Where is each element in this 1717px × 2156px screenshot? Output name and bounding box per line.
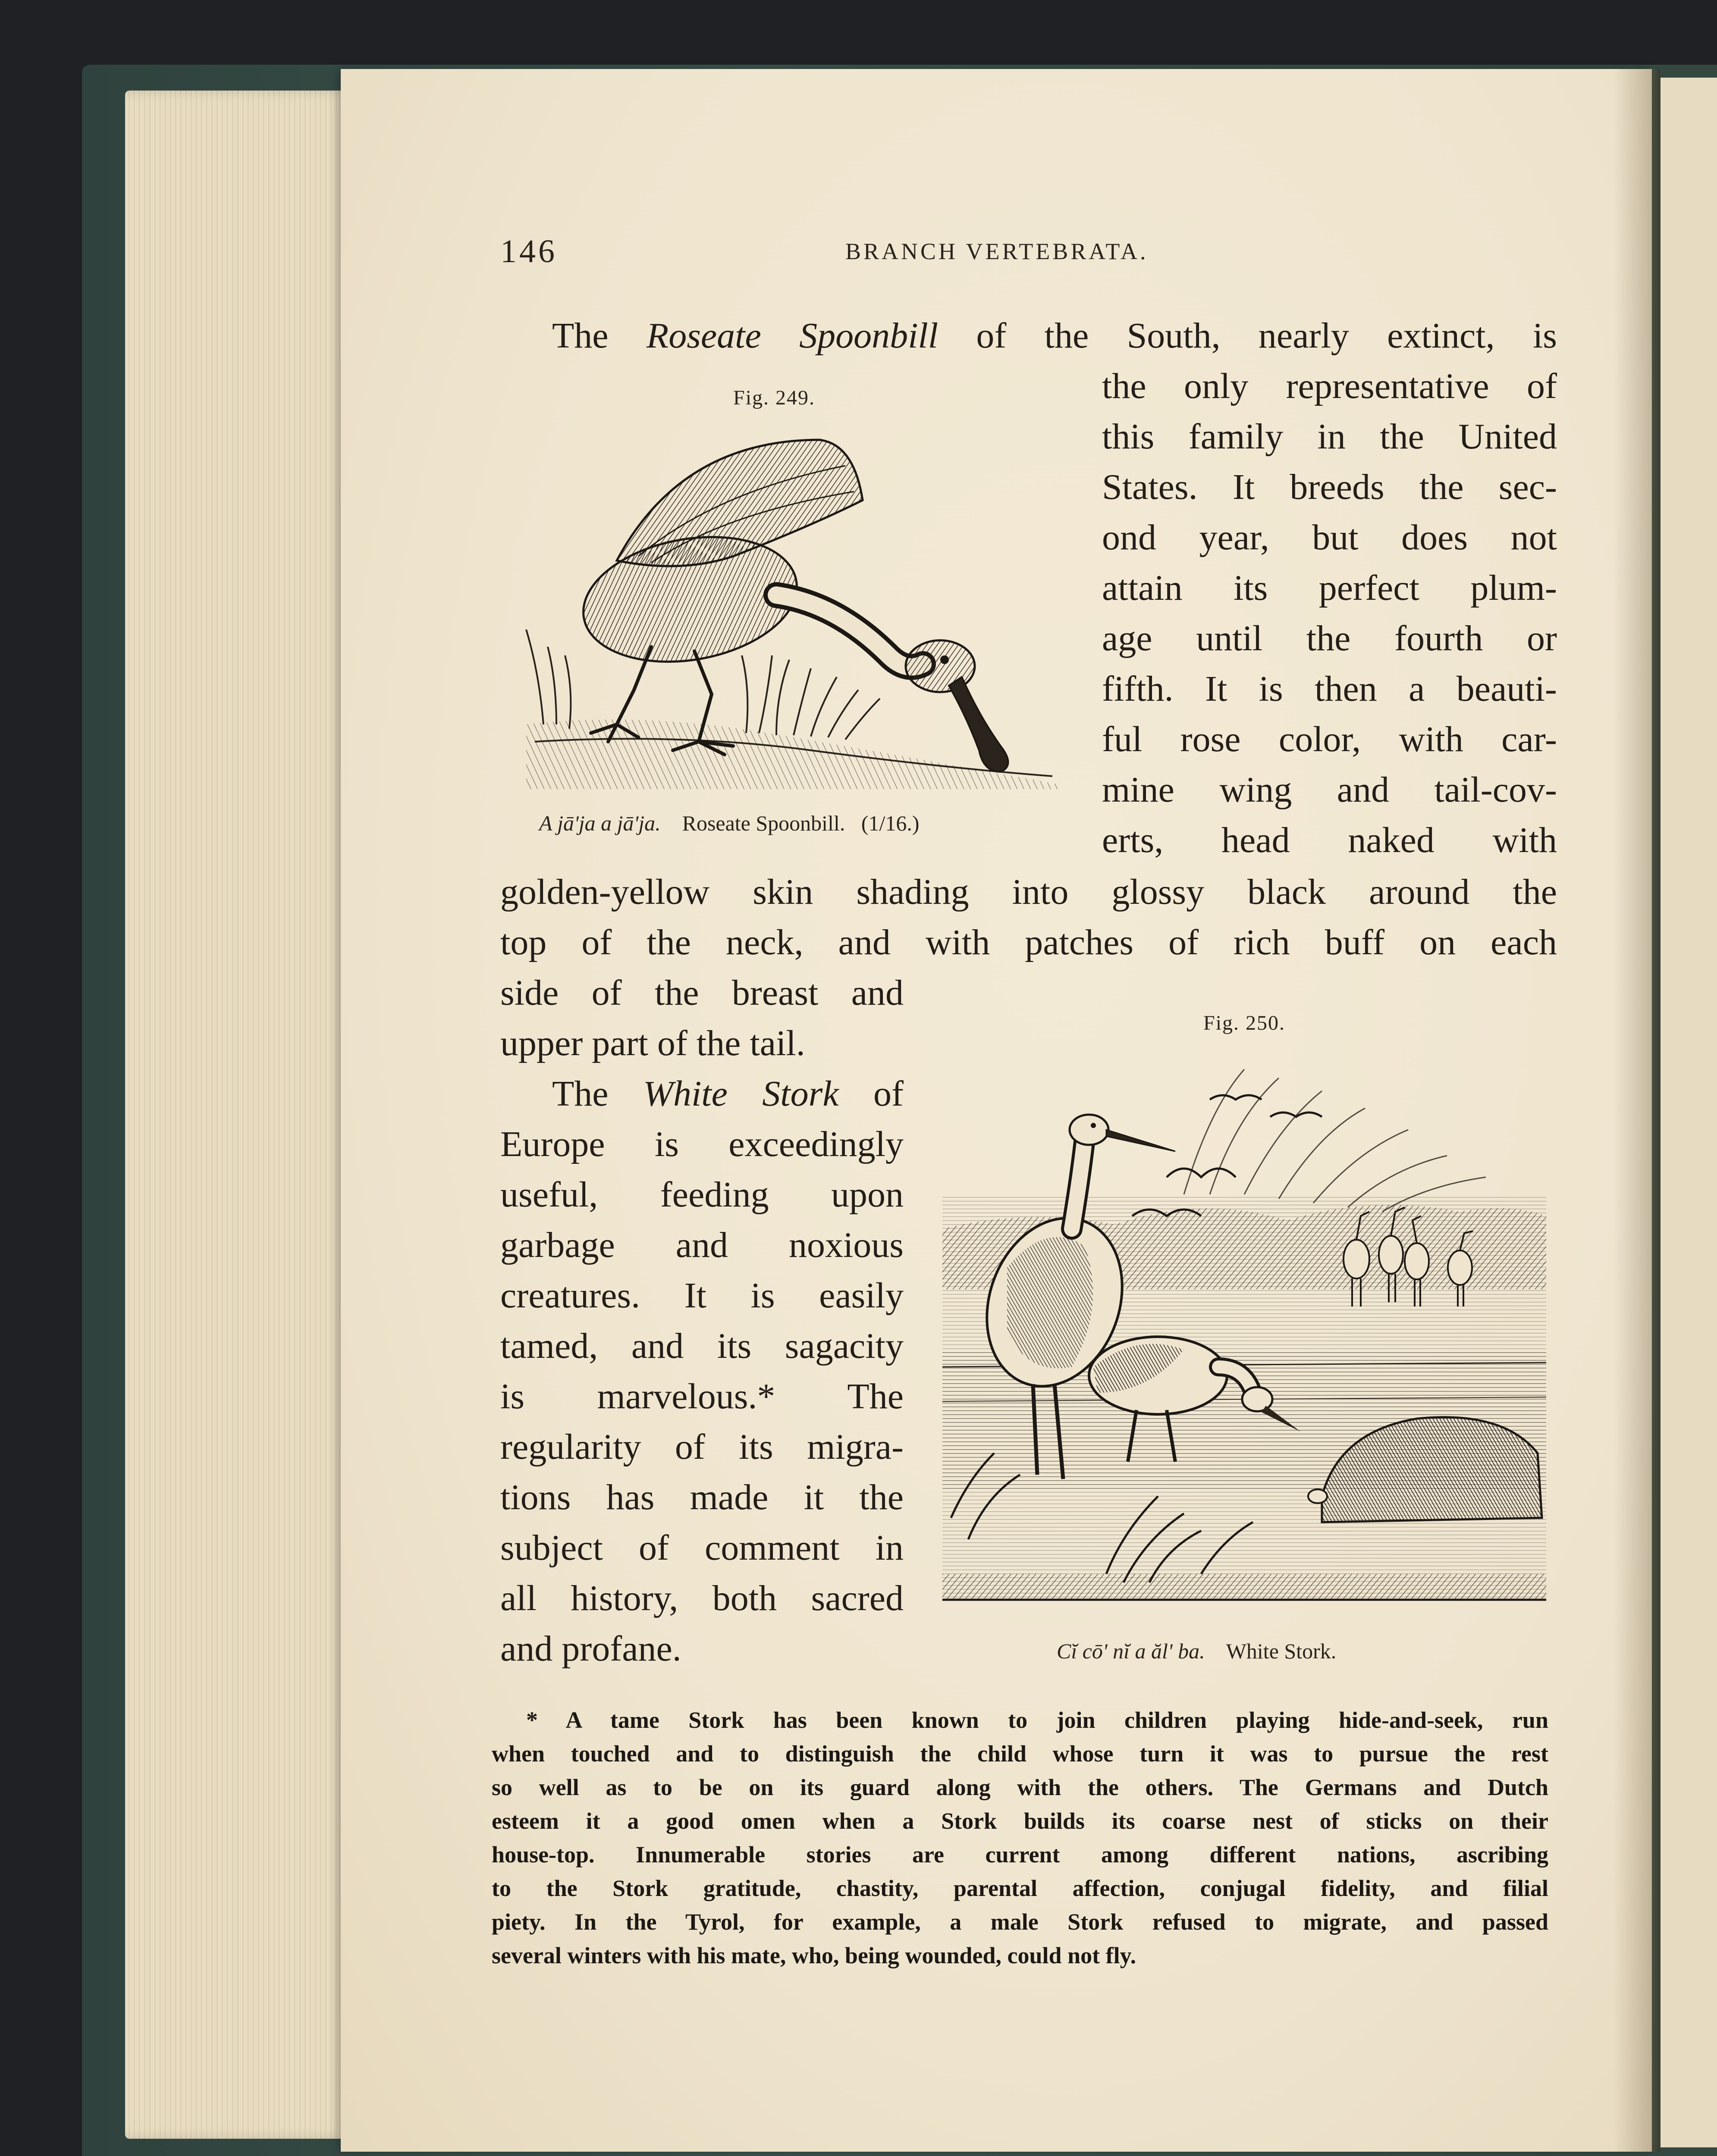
text-line: is marvelous.* The: [500, 1376, 904, 1416]
footnote-line: when touched and to distinguish the child whose turn it was to pursue the rest: [492, 1741, 1548, 1767]
text-line: subject of comment in: [500, 1528, 904, 1568]
text-line: ful rose color, with car-: [1102, 719, 1557, 759]
text-line: States. It breeds the sec-: [1102, 467, 1557, 507]
footnote-line: so well as to be on its guard along with the others. The Germans and Dutch: [492, 1774, 1548, 1800]
text-line: garbage and noxious: [500, 1225, 904, 1265]
text-line: Europe is exceedingly: [500, 1124, 904, 1164]
footnote-line: piety. In the Tyrol, for example, a male Stork refused to migrate, and passed: [492, 1909, 1548, 1935]
footnote-line: to the Stork gratitude, chastity, parental affection, conjugal fidelity, and filial: [492, 1875, 1548, 1901]
text-line: regularity of its migra-: [500, 1427, 904, 1467]
figure-250-common-name: White Stork.: [1226, 1639, 1337, 1663]
text-line: fifth. It is then a beauti-: [1102, 669, 1557, 709]
white-stork-illustration: [942, 1065, 1546, 1608]
figure-249-common-name: Roseate Spoonbill.: [682, 811, 845, 835]
footnote: [492, 1703, 1548, 1972]
footnote-line: * A tame Stork has been known to join children playing hide-and-seek, run: [526, 1707, 1548, 1733]
text-line: side of the breast and: [500, 973, 904, 1013]
paragraph-white-stork: [500, 968, 904, 1674]
section-title: BRANCH VERTEBRATA.: [845, 238, 1149, 264]
text-line: ond year, but does not: [1102, 517, 1557, 558]
footnote-line: several winters with his mate, who, being wounded, could not fly.: [492, 1943, 1136, 1968]
paragraph-spoonbill-right-column: [1102, 361, 1557, 865]
text-line: mine wing and tail-cov-: [1102, 770, 1557, 810]
species-name-spoonbill: Roseate Spoonbill: [646, 316, 939, 356]
species-name-stork: White Stork: [643, 1074, 839, 1114]
figure-250-scientific-name: Cĭ cō' nĭ a ăl' ba.: [1057, 1639, 1205, 1663]
figure-250-label: Fig. 250.: [1203, 1012, 1286, 1034]
text-line: tions has made it the: [500, 1477, 904, 1517]
text-line: all history, both sacred: [500, 1578, 904, 1618]
text-line: this family in the United: [1102, 417, 1557, 457]
text-line: golden-yellow skin shading into glossy black around the: [500, 872, 1557, 912]
footnote-line: esteem it a good omen when a Stork builds its coarse nest of sticks on their: [492, 1808, 1548, 1834]
footnote-line: house-top. Innumerable stories are current among different nations, ascribing: [492, 1842, 1548, 1868]
page-number: 146: [500, 233, 557, 270]
text-line: attain its perfect plum-: [1102, 568, 1557, 608]
text-line: and profane.: [500, 1629, 681, 1669]
text-line: the only representative of: [1102, 366, 1557, 406]
figure-249-caption: [539, 811, 920, 836]
text-line: age until the fourth or: [1102, 618, 1557, 658]
text-line: The White Stork of: [552, 1074, 904, 1114]
text-line: The Roseate Spoonbill of the South, nearly extinct, is: [552, 316, 1557, 356]
text-line: erts, head naked with: [1102, 820, 1557, 860]
figure-249-scale: (1/16.): [861, 811, 920, 835]
paragraph-spoonbill-first-line: [552, 310, 1557, 361]
figure-249-scientific-name: A jā'ja a jā'ja.: [539, 811, 661, 835]
page-edges: [125, 91, 349, 2139]
paragraph-spoonbill-continued: [500, 867, 1557, 968]
figure-250-caption: [1057, 1639, 1336, 1664]
spoonbill-illustration: [509, 414, 1070, 793]
text-line: creatures. It is easily: [500, 1275, 904, 1316]
text-line: tamed, and its sagacity: [500, 1326, 904, 1366]
figure-249-label: Fig. 249.: [733, 386, 816, 409]
running-head: [500, 233, 1557, 272]
text-line: top of the neck, and with patches of rich buff on each: [500, 922, 1557, 962]
page-gutter: [1613, 69, 1660, 2152]
text-line: upper part of the tail.: [500, 1023, 805, 1063]
text-line: useful, feeding upon: [500, 1175, 904, 1215]
facing-page-edge: [1660, 78, 1717, 2147]
